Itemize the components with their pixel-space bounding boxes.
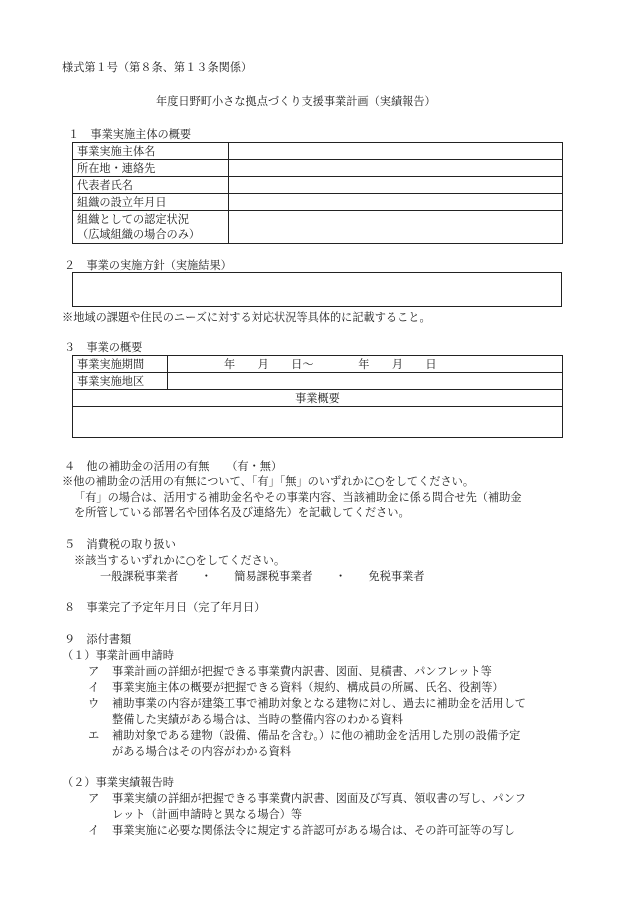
established-date-field[interactable] — [229, 194, 563, 211]
section2-note: ※地域の課題や住民のニーズに対する対応状況等具体的に記載すること。 — [62, 311, 431, 324]
area-field[interactable] — [168, 373, 563, 390]
address-label: 所在地・連絡先 — [73, 160, 229, 177]
address-field[interactable] — [229, 160, 563, 177]
section9-heading: ９ 添付書類 — [64, 633, 132, 646]
organization-table — [72, 142, 563, 244]
section4-heading: ４ 他の補助金の活用の有無 （有・無） — [64, 460, 283, 473]
representative-label: 代表者氏名 — [73, 177, 229, 194]
period-field[interactable]: 年 月 日～ 年 月 日 — [168, 356, 563, 373]
table-row — [73, 194, 563, 211]
section1-heading: １ 事業実施主体の概要 — [68, 128, 192, 141]
section3-heading: ３ 事業の概要 — [64, 341, 143, 354]
document-title: 年度日野町小さな拠点づくり支援事業計画（実績報告） — [156, 95, 436, 108]
section5-heading: ５ 消費税の取り扱い — [64, 538, 176, 551]
certification-label-line2: （広域組織の場合のみ） — [77, 228, 201, 241]
item-a2-mark: ア — [88, 792, 100, 805]
item-a2-text-line2: レット（計画申請時と異なる場合）等 — [112, 808, 303, 821]
section9-sub2: （２）事業実績報告時 — [62, 776, 174, 789]
item-u-text-line1: 補助事業の内容が建築工事で補助対象となる建物に対し、過去に補助金を活用して — [112, 697, 526, 710]
certification-label-line1: 組織としての認定状況 — [77, 213, 189, 226]
item-e-text-line2: がある場合はその内容がわかる資料 — [112, 745, 292, 758]
section2-heading: ２ 事業の実施方針（実施結果） — [64, 259, 232, 272]
overview-label: 事業概要 — [73, 390, 563, 407]
item-a2-text-line1: 事業実績の詳細が把握できる事業費内訳書、図面及び写真、領収書の写し、パンフ — [112, 792, 526, 805]
org-name-field[interactable] — [229, 143, 563, 160]
representative-field[interactable] — [229, 177, 563, 194]
item-e-mark: エ — [88, 729, 100, 742]
certification-field[interactable] — [229, 211, 563, 244]
item-e-text-line1: 補助対象である建物（設備、備品を含む。）に他の補助金を活用した別の設備予定 — [112, 729, 521, 742]
table-row — [73, 211, 563, 244]
section4-note2: 「有」の場合は、活用する補助金名やその事業内容、当該補助金に係る問合せ先（補助金 — [74, 491, 522, 504]
org-name-label: 事業実施主体名 — [73, 143, 229, 160]
section4-note3: を所管している部署名や団体名及び連絡先）を記載してください。 — [74, 506, 410, 519]
item-a-mark: ア — [88, 665, 100, 678]
item-i2-text: 事業実施に必要な関係法令に規定する許認可がある場合は、その許可証等の写し — [112, 824, 515, 837]
table-row — [73, 177, 563, 194]
form-number: 様式第１号（第８条、第１３条関係） — [62, 61, 253, 74]
section9-sub1: （１）事業計画申請時 — [62, 649, 174, 662]
table-row — [73, 373, 563, 390]
section8-heading: ８ 事業完了予定年月日（完了年月日） — [64, 601, 266, 614]
item-i-mark: イ — [88, 681, 100, 694]
item-i2-mark: イ — [88, 824, 100, 837]
tax-options[interactable]: 一般課税事業者 ・ 簡易課税事業者 ・ 免税事業者 — [100, 570, 425, 583]
table-row — [73, 390, 563, 407]
policy-field[interactable] — [72, 272, 562, 307]
item-u-mark: ウ — [88, 697, 100, 710]
area-label: 事業実施地区 — [73, 373, 168, 390]
table-row — [73, 160, 563, 177]
certification-label — [73, 211, 229, 244]
item-i-text: 事業実施主体の概要が把握できる資料（規約、構成員の所属、氏名、役割等） — [112, 681, 504, 694]
period-label: 事業実施期間 — [73, 356, 168, 373]
item-u-text-line2: 整備した実績がある場合は、当時の整備内容のわかる資料 — [112, 713, 403, 726]
table-row — [73, 356, 563, 373]
established-date-label: 組織の設立年月日 — [73, 194, 229, 211]
section4-note1: ※他の補助金の活用の有無について、「有」「無」のいずれかに○をしてください。 — [62, 475, 475, 488]
overview-table — [72, 355, 563, 438]
table-row — [73, 407, 563, 438]
overview-field[interactable] — [73, 407, 563, 438]
section5-note: ※該当するいずれかに○をしてください。 — [74, 554, 286, 567]
table-row — [73, 143, 563, 160]
item-a-text: 事業計画の詳細が把握できる事業費内訳書、図面、見積書、パンフレット等 — [112, 665, 492, 678]
